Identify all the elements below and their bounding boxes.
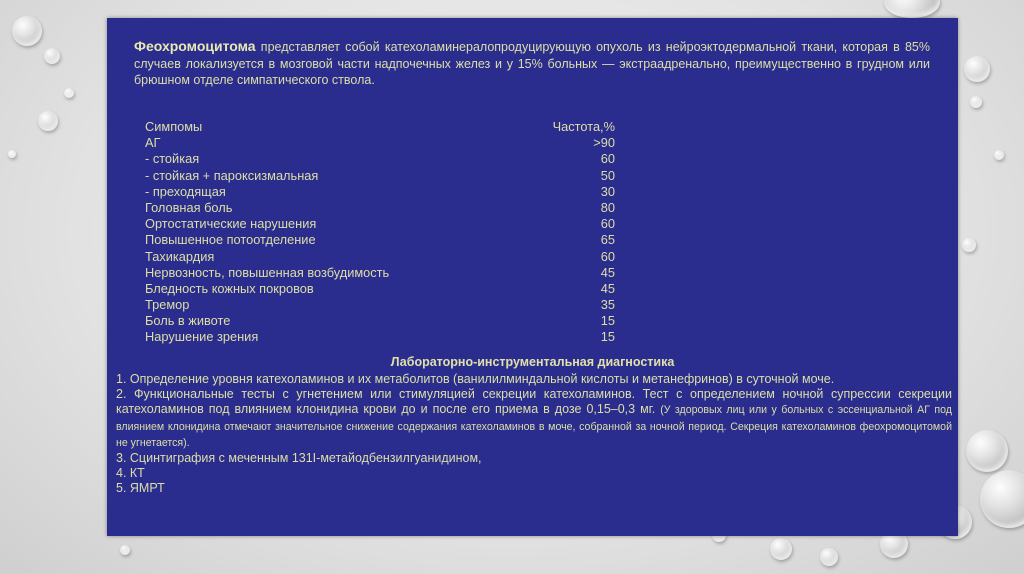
symptom-freq: 80	[600, 199, 615, 215]
symptom-freq: 45	[600, 280, 615, 296]
water-drop	[38, 111, 58, 131]
water-drop	[770, 538, 792, 560]
symptom-row	[145, 297, 615, 313]
symptom-freq: 60	[600, 248, 615, 264]
water-drop	[12, 16, 42, 46]
symptom-freq: 15	[600, 329, 615, 345]
symptom-freq: 65	[600, 232, 615, 248]
symptom-row	[145, 265, 615, 281]
symptom-row	[145, 232, 615, 248]
intro-term: Феохромоцитома	[134, 38, 256, 54]
symptom-row	[145, 135, 615, 151]
lab-item-text: 2. Функциональные тесты с угнетением или стимуляцией секреции катехоламинов. Тест с определением ночной супрессии секреции катехоламинов под влиянием клонидина крови до и после его приема в дозе 0,15–0,3 мг.	[116, 387, 952, 417]
symptom-row	[145, 200, 615, 216]
symptom-row	[145, 313, 615, 329]
lab-item: 4. КТ	[116, 466, 145, 481]
lab-item: 1. Определение уровня катехоламинов и их метаболитов (ванилилминдальной кислоты и метанефринов) в суточной моче.	[116, 372, 835, 386]
symptom-freq: 60	[600, 151, 615, 167]
symptom-name: - стойкая + пароксизмальная	[145, 167, 319, 183]
water-drop	[120, 545, 130, 555]
symptom-name: Нарушение зрения	[145, 329, 259, 345]
water-drop	[44, 48, 60, 64]
symptom-name: - преходящая	[145, 183, 226, 199]
symptom-freq: 45	[600, 264, 615, 280]
intro-paragraph	[134, 38, 930, 89]
lab-item: 3. Сцинтиграфия с меченным 131I-метайодбензилгуанидином,	[116, 451, 482, 466]
symptom-row	[145, 216, 615, 232]
water-drop	[820, 548, 838, 566]
lab-item-note: (У здоровых лиц или у больных с эссенциальной АГ под влиянием клонидина отмечают значительное снижение содержания катехоламинов в моче, собранной за ночной период. Секреция катехоламинов феохромоцитомой не угнетается).	[116, 404, 952, 449]
symptom-row	[145, 329, 615, 345]
symptom-freq: >90	[593, 135, 615, 151]
symptom-row	[145, 249, 615, 265]
lab-item	[116, 387, 952, 451]
symptom-freq: 50	[600, 167, 615, 183]
symptom-freq: 15	[600, 313, 615, 329]
symptom-name: Нервозность, повышенная возбудимость	[145, 264, 390, 280]
symptoms-table	[145, 119, 615, 346]
symptom-name: Ортостатические нарушения	[145, 216, 317, 232]
water-drop	[966, 430, 1008, 472]
lab-item: 5. ЯМРТ	[116, 481, 165, 496]
symptom-name: Головная боль	[145, 199, 233, 215]
intro-text: представляет собой катехоламинералопродуцирующую опухоль из нейроэктодермальной ткани, которая в 85% случаев локализуется в мозговой части надпочечных желез и у 15% больных — экстраадренально, преимущественно в грудном или брюшном отделе симпатического ствола.	[134, 40, 930, 87]
water-drop	[8, 150, 16, 158]
lab-diagnostics-title: Лабораторно-инструментальная диагностика	[390, 355, 675, 369]
symptom-row	[145, 184, 615, 200]
symptom-name: АГ	[145, 135, 161, 151]
water-drop	[884, 0, 940, 18]
water-drop	[964, 56, 990, 82]
slide	[107, 18, 958, 536]
symptom-name: - стойкая	[145, 151, 200, 167]
symptom-row	[145, 151, 615, 167]
symptom-name: Боль в животе	[145, 313, 231, 329]
symptom-freq: 30	[600, 183, 615, 199]
symptom-freq: 60	[600, 216, 615, 232]
symptoms-header-row	[145, 119, 615, 135]
water-drop	[962, 238, 976, 252]
symptom-name: Тахикардия	[145, 248, 215, 264]
symptoms-header-name: Симпомы	[145, 119, 203, 134]
symptom-row	[145, 281, 615, 297]
symptom-name: Повышенное потоотделение	[145, 232, 316, 248]
symptom-freq: 35	[600, 297, 615, 313]
symptom-name: Тремор	[145, 297, 190, 313]
symptom-name: Бледность кожных покровов	[145, 280, 314, 296]
water-drop	[64, 88, 74, 98]
symptom-row	[145, 168, 615, 184]
water-drop	[994, 150, 1004, 160]
water-drop	[980, 470, 1024, 528]
lab-diagnostics-list	[116, 372, 952, 497]
symptoms-header-freq: Частота,%	[552, 119, 615, 134]
water-drop	[970, 96, 982, 108]
